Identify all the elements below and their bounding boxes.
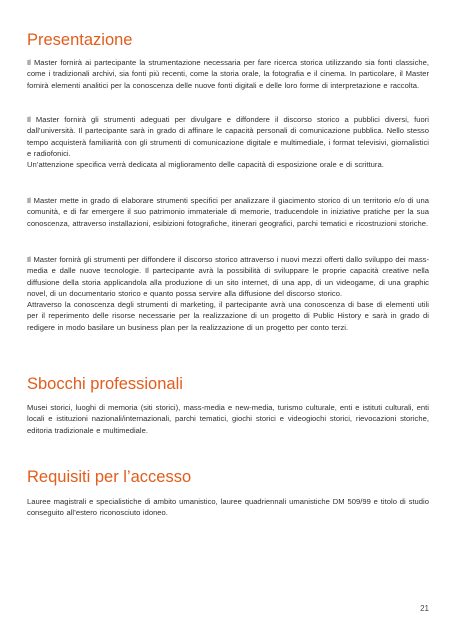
section-title-sbocchi-professionali: Sbocchi professionali: [27, 375, 183, 393]
sbocchi-professionali-paragraph: Musei storici, luoghi di memoria (siti storici), mass-media e new-media, turismo culturale, enti e istituti culturali, enti locali e istituzioni nazionali/internazionali, parchi tematici, giochi storici e videogiochi storici, rievocazioni storiche, editoria tradizionale e multimediale.: [27, 403, 429, 435]
presentazione-paragraph-3: Il Master mette in grado di elaborare strumenti specifici per analizzare il giacimento storico di un territorio e/o di una comunità, e di far emergere il suo patrimonio immateriale di memorie, traducendole in iniziative pratiche per la sua conoscenza, attraverso installazioni, esibizioni fotografiche, itinerari geografici, parchi tematici e ricostruzioni storiche.: [27, 196, 429, 228]
section-title-presentazione: Presentazione: [27, 31, 133, 49]
presentazione-paragraph-2: Il Master fornirà gli strumenti adeguati per divulgare e diffondere il discorso storico a pubblici diversi, fuori dall’università. Il partecipante sarà in grado di affinare le capacità personali di comunicazione pubblica. Nello stesso tempo acquisterà familiarità con gli strumenti di comunicazione digitale e multimediale, i format televisivi, giornalistici e radiofonici. Un’attenzione specifica verrà dedicata al miglioramento delle capacità di esposizione orale e di scrittura.: [27, 115, 429, 170]
presentazione-paragraph-4: Il Master fornirà gli strumenti per diffondere il discorso storico attraverso i nuovi mezzi offerti dallo sviluppo dei mass-media e dalle nuove tecnologie. Il partecipante avrà la possibilità di sviluppare le proprie capacità creative nella diffusione della storia applicandola alla produzione di un sito internet, di una app, di un videogame, di una graphic novel, di un documentario storico e quanto possa servire alla diffusione del discorso storico. Attraverso la conoscenza degli strumenti di marketing, il partecipante avrà una conoscenza di base di elementi utili per il reperimento delle risorse necessarie per la realizzazione di un progetto di Public History e sarà in grado di redigere in modo basilare un business plan per la realizzazione di un progetto per conto terzi.: [27, 255, 429, 332]
requisiti-accesso-paragraph: Lauree magistrali e specialistiche di ambito umanistico, lauree quadriennali umanistiche DM 509/99 e titolo di studio conseguito all’estero riconosciuto idoneo.: [27, 497, 429, 518]
section-title-requisiti-accesso: Requisiti per l’accesso: [27, 468, 192, 486]
page-number: 21: [420, 604, 429, 613]
presentazione-paragraph-1: Il Master fornirà ai partecipante la strumentazione necessaria per fare ricerca storica utilizzando sia fonti classiche, come i tradizionali archivi, sia fonti più recenti, come la storia orale, la fotografia e il cinema. In particolare, il Master fornirà elementi analitici per la conoscenza delle nuove fonti digitali e delle loro forme di interpretazione e raccolta.: [27, 58, 429, 90]
